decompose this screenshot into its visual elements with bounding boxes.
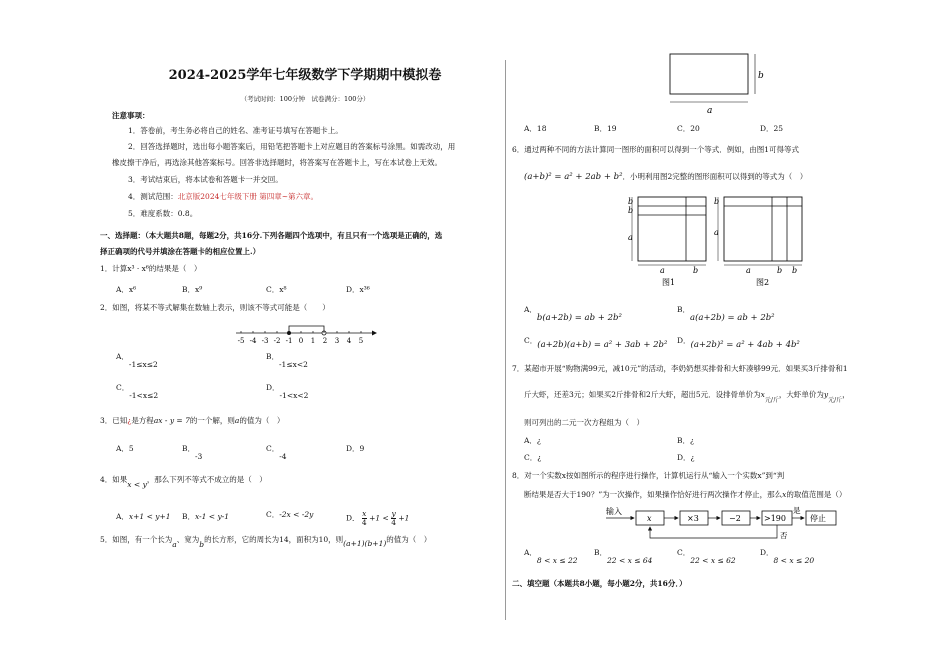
q8-flow-compare: >190 — [764, 514, 786, 523]
q6-figures — [620, 193, 825, 291]
q2-solution-bracket — [289, 326, 324, 333]
q6-fig1-caption: 图1 — [662, 278, 676, 287]
q6-fig2-b-bottom-2: b — [792, 266, 798, 275]
q6-fig2-caption: 图2 — [756, 278, 770, 287]
q5-option-c: C．20 — [677, 124, 700, 133]
q2-tick-label: -4 — [249, 337, 257, 345]
q2-tick-label: 3 — [334, 337, 340, 345]
q2-tick-label: 0 — [298, 337, 304, 345]
q6-stem-equation-line: (a+b)² = a² + 2ab + b²．小明利用图2完整的图形面积可以得到的等式为（ ） — [524, 172, 808, 182]
q2-option-c: C．-1<x≤2 — [116, 383, 159, 400]
q6-fig1-b-top: b — [628, 197, 634, 206]
q2-stem: 2．如图，将某不等式解集在数轴上表示，则该不等式可能是（ ） — [100, 303, 330, 312]
q5-label-b: b — [758, 71, 764, 81]
q6-option-d: D．(a+2b)² = a² + 4ab + 4b² — [677, 336, 800, 350]
q6-fig2-b-left: b — [714, 197, 720, 206]
note-3: 3．考试结束后，将本试卷和答题卡一并交回。 — [128, 175, 283, 184]
q5-expression: (a+1)(b+1) — [343, 539, 387, 548]
q8-option-a: A．8 < x ≤ 22 — [524, 548, 578, 565]
q8-option-d: D．8 < x ≤ 20 — [760, 548, 815, 565]
q3-equation: ax - y = 7 — [153, 416, 190, 425]
q2-tick-label: 2 — [322, 337, 328, 345]
q7-line-2: 斤大虾，还差3元；如果买2斤排骨和2斤大虾，超出5元．设排骨单价为$x_{元/斤}$，大虾单价为$y_{元/斤}$， — [524, 390, 850, 404]
note-4 — [128, 192, 318, 202]
q8-flow-no: 否 — [780, 531, 788, 540]
q5-stem: 5．如图，有一个长为a、宽为b的长方形，它的周长为14，面积为10，则(a+1)(b+1)的值为（ ） — [100, 535, 432, 549]
q2-option-c-expr: -1<x≤2 — [129, 391, 159, 400]
q8-flow-input-label: 输入 — [606, 507, 622, 516]
q3-stem: 3．已知¿是方程ax - y = 7的一个解，则a的值为（ ） — [100, 416, 285, 425]
q8-flow-x: x — [647, 514, 652, 523]
q2-tick-label: 5 — [358, 337, 364, 345]
q8-line-1: 8．对一个实数x按如图所示的程序进行操作，计算机运行从“输入一个实数x”到“判 — [512, 471, 785, 480]
q3-option-b: B．-3 — [182, 444, 203, 461]
q3-option-c: C．-4 — [266, 444, 287, 461]
q7-option-c: C．¿ — [524, 453, 542, 462]
q2-tick-label: 4 — [346, 337, 352, 345]
q5-rectangle-figure — [665, 52, 770, 117]
q6-fig1-b-bottom: b — [693, 266, 699, 275]
q2-option-b-expr: -1≤x<2 — [279, 360, 308, 369]
q8-flow-stop: 停止 — [810, 514, 826, 523]
note-1: 1．答卷前，考生务必将自己的姓名、准考证号填写在答题卡上。 — [128, 126, 343, 135]
note-5: 5．难度系数：0.8。 — [128, 209, 198, 218]
q2-option-b: B．-1≤x<2 — [266, 352, 308, 369]
q7-option-a: A．¿ — [524, 436, 541, 445]
section1-line-2: 择正确项的代号并填涂在答题卡的相应位置上.） — [100, 247, 261, 256]
q2-tick-label: 1 — [310, 337, 316, 345]
q2-option-a-expr: -1≤x≤2 — [128, 360, 158, 369]
section1-line-1: 一、选择题：（本大题共8题，每题2分，共16分.下列各题四个选项中，有且只有一个选项是正确的，选 — [100, 231, 443, 240]
q1-option-b: B．x⁹ — [182, 285, 203, 294]
q8-line-2: 断结果是否大于190？”为一次操作，如果操作恰好进行两次操作才停止，那么x的取值范围是（） — [524, 490, 847, 499]
q1-stem: 1．计算x³ · x⁶的结果是（ ） — [100, 264, 202, 273]
q8-option-c: C．22 < x ≤ 62 — [677, 548, 736, 565]
q5-option-a: A．18 — [524, 124, 547, 133]
exam-title: 2024-2025学年七年级数学下学期期中模拟卷 — [168, 68, 442, 83]
column-divider — [505, 60, 506, 620]
note-4-prefix: 4．测试范围： — [128, 192, 178, 201]
note-4-range: 北京版2024七年级下册 第四章~第六章。 — [177, 192, 319, 201]
q6-fig1-a-bottom: a — [660, 266, 665, 275]
q7-line-1: 7．某超市开展“购物满99元，减10元”的活动，李奶奶想买排骨和大虾凑够99元．如果买3斤排骨和1 — [512, 364, 848, 373]
q6-fig2-a-bottom: a — [746, 266, 751, 275]
q6-example-equation: (a+b)² = a² + 2ab + b² — [524, 172, 623, 182]
q2-option-d: D．-1<x<2 — [266, 383, 309, 400]
q6-option-b: B．a(a+2b) = ab + 2b² — [677, 305, 775, 323]
q1-option-a: A．x⁶ — [116, 285, 137, 294]
exam-subtitle: （考试时间：100分钟 试卷满分：100分） — [240, 95, 370, 103]
q8-flow-subtract: −2 — [729, 514, 741, 523]
q2-number-line — [232, 318, 377, 346]
q6-figure-2 — [714, 197, 802, 287]
q3-option-d: D．9 — [346, 444, 365, 453]
q5-option-d: D．25 — [760, 124, 784, 133]
q8-option-b: B．22 < x ≤ 64 — [594, 548, 653, 565]
q6-fig1-a-left: a — [628, 233, 633, 242]
q4-option-d: D． $\frac{x}{4}$ +1 < $\frac{y}{4}$ +1 — [346, 509, 410, 527]
q6-option-c: C．(a+2b)(a+b) = a² + 3ab + 2b² — [524, 336, 668, 350]
q6-fig1-b-mid: b — [628, 206, 634, 215]
q2-tick-label: -2 — [273, 337, 281, 345]
notes-heading: 注意事项： — [112, 111, 150, 120]
q4-option-b: B．x-1 < y-1 — [182, 512, 230, 521]
q1-option-d: D．x³⁶ — [346, 285, 370, 294]
q2-tick-label: -1 — [285, 337, 293, 345]
q8-flow-yes: 是 — [793, 506, 801, 515]
q5-label-a: a — [707, 106, 713, 116]
q4-stem: 4．如果x < y，那么下列不等式不成立的是（ ） — [100, 475, 267, 489]
q7-option-b: B．¿ — [677, 436, 695, 445]
q6-option-a: A．b(a+2b) = ab + 2b² — [524, 305, 622, 323]
q6-stem: 6．通过两种不同的方法计算同一图形的面积可以得到一个等式．例如，由图1可得等式 — [512, 145, 800, 154]
q2-tick-label: -5 — [237, 337, 245, 345]
q4-option-c: C．-2x < -2y — [266, 510, 314, 519]
q8-flowchart — [600, 502, 840, 544]
q8-flow-multiply: ×3 — [687, 514, 699, 523]
q6-fig2-b-bottom-1: b — [777, 266, 783, 275]
note-2-line-2: 橡皮擦干净后，再选涂其他答案标号。回答非选择题时，将答案写在答题卡上，写在本试卷上无效。 — [112, 158, 442, 167]
q7-line-3: 则可列出的二元一次方程组为（ ） — [524, 418, 644, 427]
q2-tick-label: -3 — [261, 337, 269, 345]
q6-figure-1 — [628, 197, 706, 287]
q7-option-d: D．¿ — [677, 453, 695, 462]
q1-option-c: C．x⁸ — [266, 285, 287, 294]
section2-heading: 二、填空题（本题共8小题，每小题2分，共16分．） — [512, 579, 687, 588]
note-2-line-1: 2．回答选择题时，选出每小题答案后，用铅笔把答题卡上对应题目的答案标号涂黑。如需改动，用 — [128, 142, 456, 151]
q4-option-a: A．x+1 < y+1 — [116, 512, 171, 521]
q2-option-a: A．-1≤x≤2 — [116, 352, 158, 369]
q6-fig2-a-left: a — [714, 228, 719, 237]
q3-option-a: A．5 — [116, 444, 134, 453]
q2-option-d-expr: -1<x<2 — [279, 391, 309, 400]
q5-option-b: B．19 — [594, 124, 617, 133]
